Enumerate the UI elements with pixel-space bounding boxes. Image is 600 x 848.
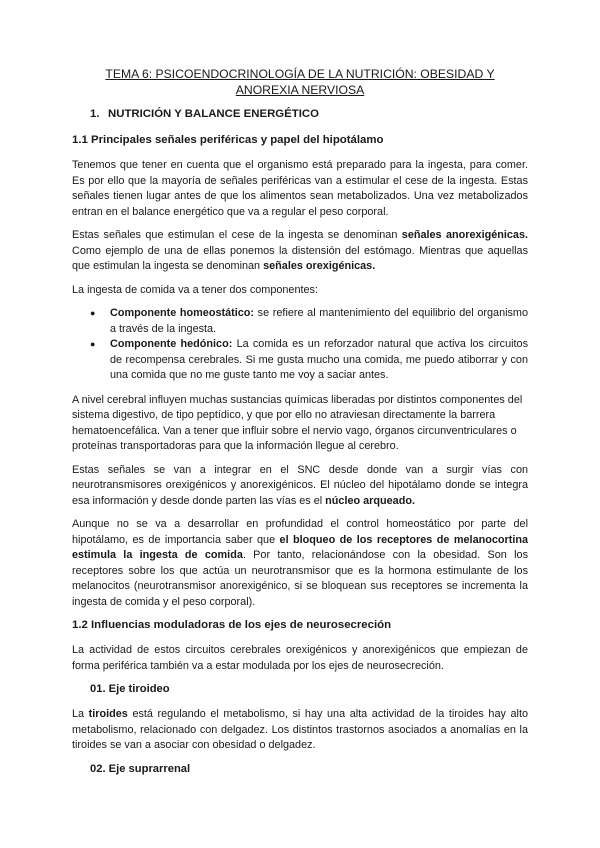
paragraph-3: La ingesta de comida va a tener dos componentes: [72, 283, 318, 296]
bold-term: el bloqueo de los receptores de melanocortina estimula la ingesta de comida [72, 533, 528, 561]
paragraph-1: Tenemos que tener en cuenta que el organismo está preparado para la ingesta, para comer. Es por ello que la mayoría de señales periféricas van a estimular el cese de la ingesta. Estas señales tienen lugar antes de que los alimentos sean metabolizados. Una vez metabolizados entran en el balance energético que va a regular el peso corporal. [72, 159, 528, 218]
list-item [90, 337, 528, 384]
text-run: Estas señales que estimulan el cese de la ingesta se denominan [72, 229, 402, 241]
list-item [90, 306, 528, 337]
bullet-icon: ● [90, 308, 96, 318]
text-run: La [72, 708, 89, 720]
section-label: NUTRICIÓN Y BALANCE ENERGÉTICO [108, 108, 319, 120]
paragraph-2 [72, 228, 528, 275]
text-run: La comida es un reforzador natural que activa los circuitos de recompensa cerebrales. Si me gusta mucho una comida, me puedo atiborrar y con una comida que no me guste tanto me voy a saciar antes. [110, 338, 528, 381]
bold-term: señales anorexigénicas. [401, 229, 528, 241]
section-number: 1. [90, 108, 100, 120]
paragraph-5 [72, 463, 528, 510]
text-run: Estas señales se van a integrar en el SNC desde donde van a surgir vías con neurotransmisores orexigénicos y anorexigénicos. El núcleo del hipotálamo donde se integra esa información y desde donde parten las vías es el [72, 463, 528, 507]
bold-term: señales orexigénicas. [263, 260, 376, 272]
paragraph-8 [72, 707, 528, 754]
section-heading-1 [90, 107, 528, 122]
bold-term: núcleo arqueado. [325, 494, 415, 507]
document-title [72, 66, 528, 98]
bold-term: Componente hedónico: [110, 338, 233, 350]
heading-eje-tiroideo: 01. Eje tiroideo [90, 683, 170, 695]
subsection-heading-1-1: 1.1 Principales señales periféricas y papel del hipotálamo [72, 134, 384, 146]
component-list [72, 306, 528, 384]
title-line-1: TEMA 6: PSICOENDOCRINOLOGÍA DE LA NUTRICIÓN: OBESIDAD Y [105, 67, 495, 81]
paragraph-4: A nivel cerebral influyen muchas sustancias químicas liberadas por distintos componentes del sistema digestivo, de tipo peptídico, y que por ello no atraviesan directamente la barrera hematoencefálica. Van a tener que influir sobre el nervio vago, órganos circunventriculares o proteínas transportadoras para que la información llegue al cerebro. [72, 393, 523, 452]
text-run: Como ejemplo de una de ellas ponemos la distensión del estómago. Mientras que aquellas que estimulan la ingesta se denominan [72, 244, 528, 272]
bold-term: Componente homeostático: [110, 307, 255, 319]
text-run: . Por tanto, relacionándose con la obesidad. Son los receptores sobre los que actúa un neurotransmisor que es la hormona estimulante de los melanocitos (neurotransmisor anorexigénico, si se bloquean sus receptores se incrementa la ingesta de comida y el peso corporal). [72, 549, 529, 608]
text-run: Aunque no se va a desarrollar en profundidad el control homeostático por parte del hipotálamo, es de importancia saber que [72, 518, 528, 546]
paragraph-7: La actividad de estos circuitos cerebrales orexigénicos y anorexigénicos que empiezan de forma periférica también va a estar modulada por los ejes de neurosecreción. [72, 644, 528, 672]
text-run: se refiere al mantenimiento del equilibrio del organismo a través de la ingesta. [110, 307, 528, 335]
paragraph-6 [72, 517, 528, 610]
heading-eje-suprarrenal: 02. Eje suprarrenal [90, 762, 191, 775]
document-page [72, 66, 528, 787]
bold-term: tiroides [88, 708, 128, 720]
subsection-heading-1-2: 1.2 Influencias moduladoras de los ejes de neurosecreción [72, 619, 392, 631]
title-line-2: ANOREXIA NERVIOSA [235, 83, 365, 97]
bullet-icon: ● [90, 339, 96, 349]
text-run: está regulando el metabolismo, si hay una alta actividad de la tiroides hay alto metabolismo, relacionado con delgadez. Los distintos trastornos asociados a anomalías en la tiroides se van a asociar con obesidad o delgadez. [72, 708, 529, 751]
